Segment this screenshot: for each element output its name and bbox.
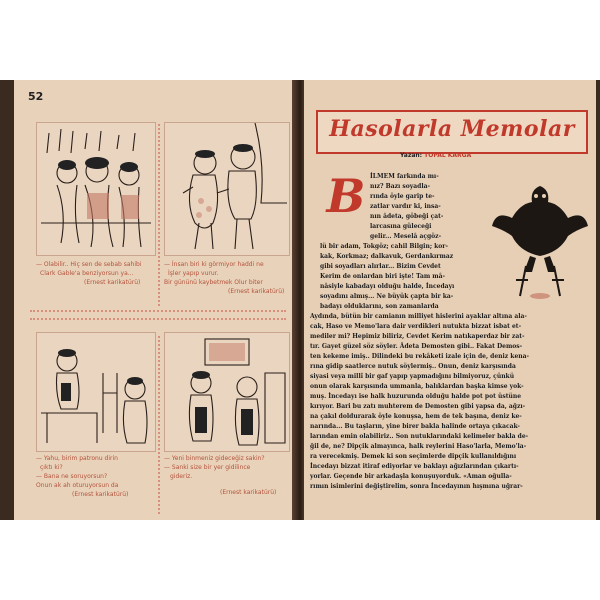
intro-line: gelir... Meselâ açgöz- <box>370 233 442 240</box>
article-title: Hasolarla Memolar <box>329 116 575 142</box>
crow-on-stilts-illustration <box>490 172 590 300</box>
body-line: siyasi veya millî bir gaf yapıp yapmadığını bilmiyoruz, çünkü <box>310 373 515 380</box>
cartoon-panel-4 <box>164 332 290 452</box>
caption-1-credit: (Ernest karikatürü) <box>84 279 141 286</box>
body-line: badayı olduklarını, son zamanlarda <box>320 303 439 310</box>
page-number: 52 <box>28 90 44 103</box>
caption-1-line-1: — Olabilir.. Hiç sen de sebab sahibi <box>36 261 142 268</box>
caption-3-line-1: — Yahu, birim patronu dirin <box>36 455 118 462</box>
caption-2-credit: (Ernest karikatürü) <box>228 288 285 295</box>
cartoon-panel-3 <box>36 332 156 452</box>
body-line: mediler mi? Hepimiz biliriz, Cevdet Kerim natıkaperdaz bir zat- <box>310 333 525 340</box>
intro-line: zatlar vardır ki, insa- <box>370 203 441 210</box>
body-line: gibi soyadları alırlar... Bizim Cevdet <box>320 263 441 270</box>
intro-line: rında öyle garip te- <box>370 193 435 200</box>
byline <box>400 152 471 159</box>
caption-3-line-3: — Bana ne soruyorsun? <box>36 473 108 480</box>
body-line: larından emin olabiliriz.. Son nutuklarındaki kelimeler bakla de- <box>310 433 529 440</box>
caption-4-line-3: gideriz. <box>170 473 193 480</box>
caption-2-line-1: — İnsan biri ki görmiyor haddi ne <box>164 261 264 268</box>
cartoon-panel-1 <box>36 122 156 256</box>
body-line: rına gidip saatlerce nutuk söylermiş.. Onun, deniz karşısında <box>310 363 516 370</box>
body-line: Kerim de onlardan biri işte! Tam mâ- <box>320 273 446 280</box>
body-line: kırıyor. Bari bu zatı muhterem de Demosten gibi yapsa da, ağzı- <box>310 403 526 410</box>
caption-3-line-2: çıktı ki? <box>40 464 63 471</box>
panel-divider <box>158 336 160 514</box>
body-line: ğil de, ne? Dipçik almayınca, halk reylerini Haso'larla, Memo'la- <box>310 443 527 450</box>
couple-illustration <box>165 123 289 255</box>
body-line: Aydında, bütün bir camianın milliyet hislerini ayaklar altına ala- <box>310 313 527 320</box>
caption-3-line-4: Onun ak ah oturuyorsun da <box>36 482 119 489</box>
body-line: na çakıl doldurarak öyle konuşsa, hem de tek başına, deniz ke- <box>310 413 522 420</box>
body-line: nâsiyle kabadayı olduğu halde, İncedayı <box>320 283 455 290</box>
room-scene-illustration <box>165 333 289 451</box>
caption-4-line-1: — Yeni binmeniz gideceğiz sakin? <box>164 455 265 462</box>
intro-line: larcasına güleceği <box>370 223 432 230</box>
caption-3-credit: (Ernest karikatürü) <box>72 491 129 498</box>
body-line: İncedayı bizzat itiraf ediyorlar ve baklayı ağızlarından çıkartı- <box>310 463 519 470</box>
left-page <box>14 80 296 520</box>
body-line: onun olarak karşısında ummanla, balıklardan başka kimse yok- <box>310 383 524 390</box>
caption-2-line-3: Bir gününü kaybetmek Olur biter <box>164 279 263 286</box>
caption-2-line-2: İşler yapıp vurur. <box>168 270 219 277</box>
magazine-spread <box>0 80 600 520</box>
right-page <box>304 80 596 520</box>
body-line: muş. İncedayı ise halk huzurunda olduğu halde pot pot üstüne <box>310 393 522 400</box>
body-line: tır. Gayet güzel söz söyler. Âdeta Demosten gibi.. Fakat Demos- <box>310 343 523 350</box>
office-scene-illustration <box>37 333 155 451</box>
intro-line: nın âdeta, göbeği çat- <box>370 213 444 220</box>
cartoon-panel-2 <box>164 122 290 256</box>
caption-1-line-2: Clark Gable'a benziyorsun ya... <box>40 270 134 277</box>
byline-author: TOPAL KARGA <box>424 152 472 159</box>
intro-line: nız? Bazı soyadla- <box>370 183 430 190</box>
byline-label: Yazan: <box>400 152 423 159</box>
body-line: ten kekeme imiş.. Dilindeki bu rekâketi izale için de, deniz kena- <box>310 353 529 360</box>
body-line: cak, Haso ve Memo'lara dair verdikleri nutukta bizzat isbat et- <box>310 323 522 330</box>
body-line: kak, Korkmaz; dalkavuk, Gerdankırmaz <box>320 253 454 260</box>
section-divider <box>30 318 286 320</box>
body-line: ra verecekmiş. Demek ki son seçimlerde dipçik kullanıldığını <box>310 453 517 460</box>
bar-scene-illustration <box>37 123 155 255</box>
section-divider <box>30 310 286 312</box>
panel-divider <box>158 124 160 306</box>
body-line: rımın isimlerini değiştirelim, sonra İncedayının hışmına uğrar- <box>310 483 523 490</box>
drop-cap: B <box>326 169 366 223</box>
body-line: yorlar. Geçende bir arkadaşla konuşuyorduk. «Aman oğulla- <box>310 473 512 480</box>
body-line: soyadını almış... Ne büyük çapta bir ka- <box>320 293 454 300</box>
caption-4-line-2: — Sanki size bir yer gidilince <box>164 464 251 471</box>
caption-4-credit: (Ernest karikatürü) <box>220 489 277 496</box>
body-line: narında... Bu taşların, yine birer bakla halinde ortaya çıkacak- <box>310 423 520 430</box>
body-line: lü bir adam, Tokgöz; cahil Bilgin; kor- <box>320 243 448 250</box>
article-title-box <box>316 110 588 154</box>
intro-line: İLMEM farkında mı- <box>370 173 439 180</box>
